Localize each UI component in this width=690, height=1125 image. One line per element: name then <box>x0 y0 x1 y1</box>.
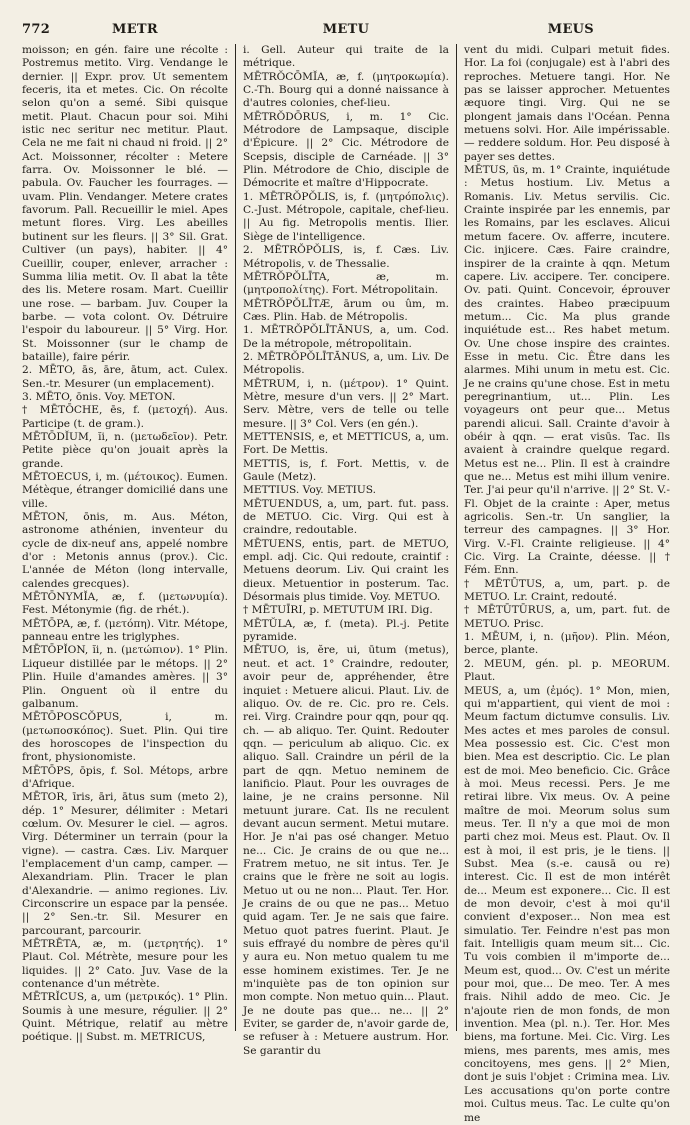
dictionary-entry: MĒTON, ōnis, m. Aus. Méton, astronome athénien, inventeur du cycle de dix-neuf ans, appelé nombre d'or : Metonis annus (prov.). Cic. L'année de Méton (long intervalle, calendes grecques). <box>22 511 228 590</box>
dictionary-entry: i. Gell. Auteur qui traite de la métrique. <box>243 44 449 70</box>
dictionary-entry: MEUS, a, um (ἐμός). 1° Mon, mien, qui m'appartient, qui vient de moi : Meum factum dictumve consulis. Liv. Mes actes et mes paroles de consul. Mea possessio est. Cic. C'est mon bien. Mea est descriptio. Cic. Le plan est de moi. Meo beneficio. Cic. Grâce à moi. Meus recessi. Pers. Je me retirai libre. Vix meus. Ov. A peine maître de moi. Meorum solus sum meus. Ter. Il n'y a que moi de mon parti chez moi. Meus est. Plaut. Ov. Il est à moi, il est pris, je le tiens. || Subst. Mea (s.-e. causā ou re) interest. Cic. Il est de mon intérêt de... Meum est exponere... Cic. Il est de mon devoir, c'est à moi qu'il convient d'exposer... Non mea est simulatio. Ter. Feindre n'est pas mon fait. Intelligis quam meum sit... Cic. Tu vois combien il m'importe de... Meum est, quod... Ov. C'est un mérite pour moi, que... De meo. Ter. A mes frais. Nihil addo de meo. Cic. Je n'ajoute rien de mon fonds, de mon invention. Mea (pl. n.). Ter. Hor. Mes biens, ma fortune. Mei. Cic. Virg. Les miens, mes parents, mes amis, mes concitoyens, mes gens. || 2° Mien, dont je suis l'objet : Crimina mea. Liv. Les accusations qu'on porte contre moi. Cultus meus. Tac. Le culte qu'on me <box>464 684 670 1124</box>
dictionary-entry: MĒTRĒTA, æ, m. (μετρητής). 1° Plaut. Col. Métrète, mesure pour les liquides. || 2° Cato. Juv. Vase de la contenance d'un métrète. <box>22 938 228 991</box>
right-running-head: MEUS <box>547 22 594 37</box>
center-running-head: METU <box>322 22 370 37</box>
dictionary-entry: MĒTŌPA, æ, f. (μετόπη). Vitr. Métope, panneau entre les triglyphes. <box>22 617 228 644</box>
dictionary-entry: vent du midi. Culpari metuit fides. Hor. La foi (conjugale) est à l'abri des reproches. Metuere tangi. Hor. Ne pas se laisser approcher. Metuentes æquore tingi. Virg. Qui ne se plongent jamais dans l'Océan. Penna metuens solvi. Hor. Aile impérissable. — reddere soldum. Hor. Peu disposé à payer ses dettes. <box>464 44 670 163</box>
dictionary-entry: MĒTŌPĬON, ĭi, n. (μετώπιον). 1° Plin. Liqueur distillée par le métops. || 2° Plin. Huile d'amandes amères. || 3° Plin. Onguent où il entre du galbanum. <box>22 644 228 710</box>
dictionary-entry: MĒTRUM, i, n. (μέτρον). 1° Quint. Mètre, mesure d'un vers. || 2° Mart. Serv. Mètre, vers de telle ou telle mesure. || 3° Col. Vers (en gén.). <box>243 377 449 430</box>
dictionary-entry: 1. MĒTRŎPŎLIS, is, f. (μητρόπολις). C.-Just. Métropole, capitale, chef-lieu. || Au fig. Metropolis mentis. Ilier. Siège de l'intelligence. <box>243 190 449 243</box>
column-left <box>22 44 235 1044</box>
dictionary-entry: 1. MĒTRŎPŎLĪTĀNUS, a, um. Cod. De la métropole, métropolitain. <box>243 324 449 350</box>
dictionary-entry: 3. MĒTO, ōnis. Voy. METON. <box>22 390 176 403</box>
dictionary-entry: METTIS, is, f. Fort. Mettis, v. de Gaule (Metz). <box>243 457 449 483</box>
dictionary-entry: MĒTRŎCŌMĬA, æ, f. (μητροκωμία). C.-Th. Bourg qui a donné naissance à d'autres colonies, chef-lieu. <box>243 70 449 110</box>
page-number: 772 <box>22 22 51 37</box>
dictionary-entry: 1. MĒUM, i, n. (μῆον). Plin. Méon, berce, plante. <box>464 631 670 657</box>
dictionary-entry: † MĒTŌCHE, ēs, f. (μετοχή). Aus. Participe (t. de gram.). <box>22 404 228 430</box>
dictionary-entry: † MĒTŪTŪRUS, a, um, part. fut. de METUO. Prisc. <box>464 604 670 630</box>
page-header <box>22 22 670 42</box>
dictionary-entry: METTIUS. Voy. METIUS. <box>243 484 377 497</box>
dictionary-entry: MĒTRŎDŌRUS, i, m. 1° Cic. Métrodore de Lampsaque, disciple d'Épicure. || 2° Cic. Métrodore de Scepsis, disciple de Carnéade. || 3° Plin. Métrodore de Chio, disciple de Démocrite et maître d'Hippocrate. <box>243 110 449 190</box>
dictionary-entry: † MĒTUĪRI, p. METUTUM IRI. Dig. <box>243 604 433 617</box>
dictionary-entry: MĒTRŎPŎLĪTA, æ, m. (μητροπολίτης). Fort. Métropolitain. <box>243 270 449 297</box>
dictionary-entry: moisson; en gén. faire une récolte : Postremus metito. Virg. Vendange le dernier. || Expr. prov. Ut sementem feceris, ita et metes. Cic. On récolte selon qu'on a semé. Sibi quisque metit. Plaut. Chacun pour soi. Mihi istic nec seritur nec metitur. Plaut. Cela ne me fait ni chaud ni froid. || 2° Act. Moissonner, récolter : Metere farra. Ov. Moissonner le blé. — pabula. Ov. Faucher les fourrages. — uvam. Plin. Vendanger. Metere crates favorum. Pall. Recueillir le miel. Apes metunt flores. Virg. Les abeilles butinent sur les fleurs. || 3° Sil. Grat. Cultiver (un pays), habiter. || 4° Cueillir, couper, enlever, arracher : Summa lilia metit. Ov. Il abat la tête des lis. Metere rosam. Mart. Cueillir une rose. — barbam. Juv. Couper la barbe. — vota colont. Ov. Détruire l'espoir du laboureur. || 5° Virg. Hor. St. Moissonner (sur le champ de bataille), faire périr. <box>22 44 228 363</box>
dictionary-entry: 2. MEUM, gén. pl. p. MEORUM. Plaut. <box>464 657 670 684</box>
dictionary-entry: MĒTŌDĬUM, ĭi, n. (μετωδεῖον). Petr. Petite pièce qu'on jouait après la grande. <box>22 430 228 470</box>
dictionary-entry: MĒTRĬCUS, a, um (μετρικός). 1° Plin. Soumis à une mesure, régulier. || 2° Quint. Métrique, relatif au mètre poétique. || Subst. m. METRICUS, <box>22 991 228 1044</box>
dictionary-entry: MĒTOECUS, i, m. (μέτοικος). Eumen. Métèque, étranger domicilié dans une ville. <box>22 471 228 510</box>
dictionary-entry: 2. MĒTRŎPŎLĪTĀNUS, a, um. Liv. De Métropolis. <box>243 350 449 377</box>
left-running-head: METR <box>112 22 158 37</box>
column-right <box>457 44 670 1124</box>
dictionary-entry: MĒTUS, ūs, m. 1° Crainte, inquiétude : Metus hostium. Liv. Metus a Romanis. Liv. Metus servilis. Cic. Crainte inspirée par les ennemis, par les Romains, par les esclaves. Alicui metum facere. Ov. afferre, incutere. Cic. injicere. Cæs. Faire craindre, inspirer de la crainte à qqn. Metum capere. Liv. accipere. Ter. concipere. Ov. pati. Quint. Concevoir, éprouver des craintes. Habeo præcipuum metum... Cic. Ma plus grande inquiétude est... Res habet metum. Ov. Une chose inspire des craintes. Esse in metu. Cic. Être dans les alarmes. Mihi unum in metu est. Cic. Je ne crains qu'une chose. Est in metu peregrinantium, ut... Plin. Les voyageurs ont peur que... Metus parendi alicui. Sall. Crainte d'avoir à obéir à qqn. — erat visūs. Tac. Ils avaient à craindre quelque regard. Metus est ne... Plin. Il est à craindre que ne... Metus est mihi illum venire. Ter. J'ai peur qu'il n'arrive. || 2° St. V.-Fl. Objet de la crainte : Aper, metus agricolis. Sen.-tr. Un sanglier, la terreur des campagnes. || 3° Hor. Virg. V.-Fl. Crainte religieuse. || 4° Cic. Virg. La Crainte, déesse. || † Fém. Enn. <box>464 164 670 577</box>
dictionary-entry: MĒTUENDUS, a, um, part. fut. pass. de METUO. Cic. Virg. Qui est à craindre, redoutable. <box>243 497 449 537</box>
dictionary-entry: MĒTUENS, entis, part. de METUO, empl. adj. Cic. Qui redoute, craintif : Metuens deorum. Liv. Qui craint les dieux. Metuentior in posterum. Tac. Désormais plus timide. Voy. METUO. <box>243 537 449 604</box>
dictionary-entry: 2. MĒTO, ās, āre, ātum, act. Culex. Sen.-tr. Mesurer (un emplacement). <box>22 364 228 390</box>
column-middle <box>236 44 456 1057</box>
dictionary-entry: 2. MĒTRŎPŎLIS, is, f. Cæs. Liv. Métropolis, v. de Thessalie. <box>243 244 449 270</box>
dictionary-entry: MĒTRŎPŎLĪTÆ, ārum ou ûm, m. Cæs. Plin. Hab. de Métropolis. <box>243 297 449 323</box>
dictionary-entry: MĒTŬLA, æ, f. (meta). Pl.-j. Petite pyramide. <box>243 617 449 644</box>
dictionary-entry: † MĒTŪTUS, a, um, part. p. de METUO. Lr. Craint, redouté. <box>464 577 670 604</box>
dictionary-entry: MĒTUO, is, ĕre, ui, ūtum (metus), neut. et act. 1° Craindre, redouter, avoir peur de, appréhender, être inquiet : Metuere alicui. Plaut. Liv. de aliquo. Ov. de re. Cic. pro re. Cels. rei. Virg. Craindre pour qqn, pour qq. ch. — ab aliquo. Ter. Quint. Redouter qqn. — periculum ab aliquo. Cic. ex aliquo. Sall. Craindre un péril de la part de qqn. Metuo neminem de lanificio. Plaut. Pour les ouvrages de laine, je ne crains personne. Nil metuunt jurare. Cat. Ils ne reculent devant aucun serment. Metui mutare. Hor. Je n'ai pas osé changer. Metuo ne... Cic. Je crains de ou que ne... Fratrem metuo, ne sit intus. Ter. Je crains que le frère ne soit au logis. Metuo ut ou ne non... Plaut. Ter. Hor. Je crains de ou que ne pas... Metuo quid agam. Ter. Je ne sais que faire. Metuo quot patres fuerint. Plaut. Je suis effrayé du nombre de pères qu'il y aura eu. Non metuo qualem tu me esse hominem existimes. Ter. Je ne m'inquiète pas de ton opinion sur mon compte. Non metuo quin... Plaut. Je ne doute pas que... ne... || 2° Eviter, se garder de, n'avoir garde de, se refuser à : Metuere austrum. Hor. Se garantir du <box>243 644 449 1057</box>
dictionary-entry: MĒTŌNYMĬA, æ, f. (μετωνυμία). Fest. Métonymie (fig. de rhét.). <box>22 591 228 617</box>
dictionary-entry: MĒTŌPS, ōpis, f. Sol. Métops, arbre d'Afrique. <box>22 764 228 790</box>
dictionary-entry: METTENSIS, e, et METTICUS, a, um. Fort. De Mettis. <box>243 430 449 457</box>
text-columns <box>22 44 670 1124</box>
dictionary-entry: MĒTŌPOSCŎPUS, i, m. (μετωποσκόπος). Suet. Plin. Qui tire des horoscopes de l'inspection du front, physionomiste. <box>22 711 228 764</box>
dictionary-entry: MĒTOR, īris, āri, ātus sum (meto 2), dép. 1° Mesurer, délimiter : Metari cœlum. Ov. Mesurer le ciel. — agros. Virg. Déterminer un terrain (pour la vigne). — castra. Cæs. Liv. Marquer l'emplacement d'un camp, camper. — Alexandriam. Plin. Tracer le plan d'Alexandrie. — animo regiones. Liv. Circonscrire un espace par la pensée. || 2° Sen.-tr. Sil. Mesurer en parcourant, parcourir. <box>22 791 228 937</box>
